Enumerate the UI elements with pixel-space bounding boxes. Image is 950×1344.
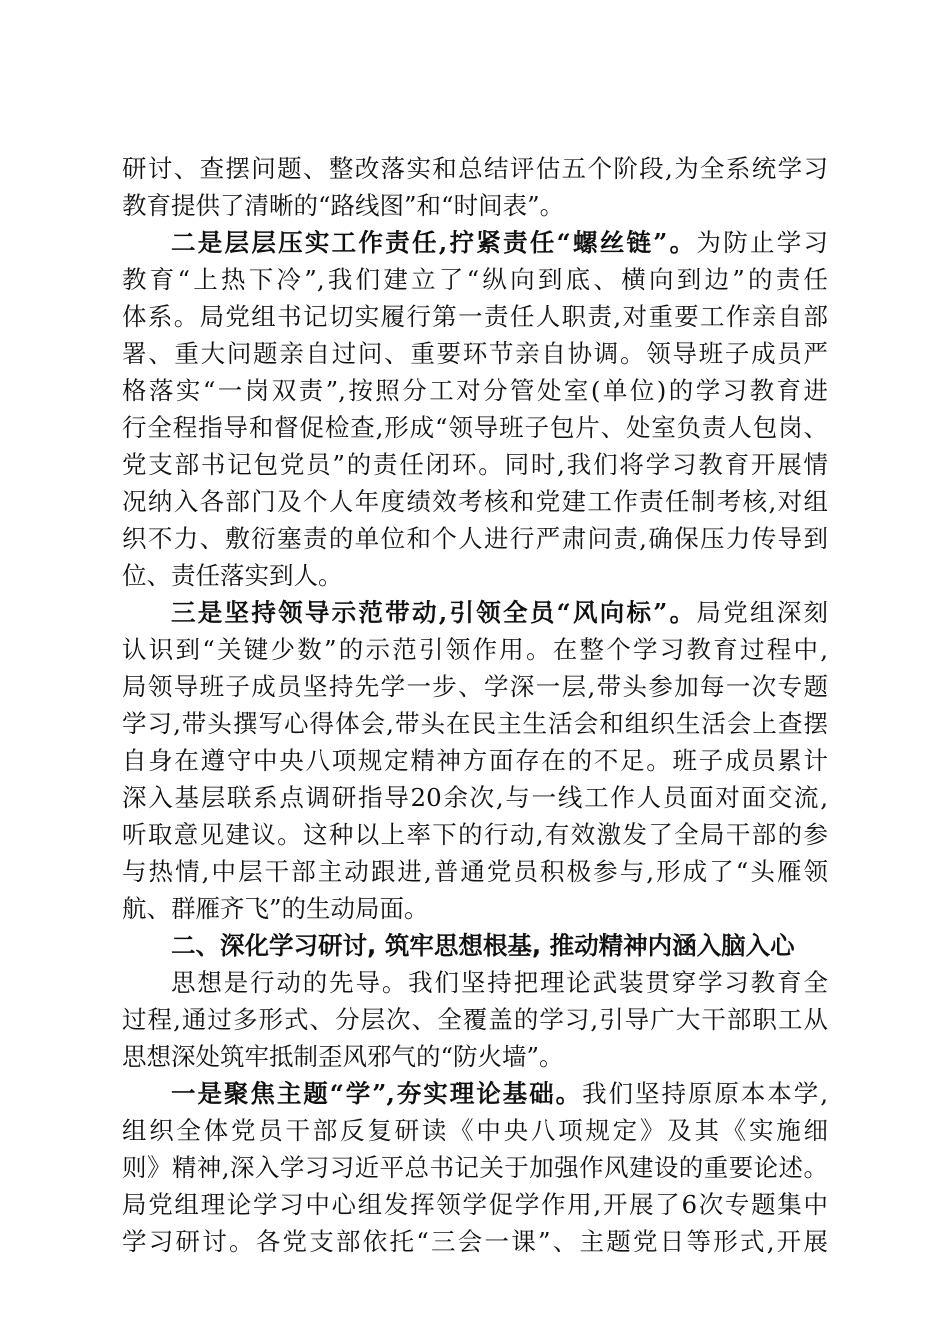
bold-lead: 三是坚持领导示范带动,引领全员“风向标”。: [171, 598, 697, 627]
text-line: 局党组理论学习中心组发挥领学促学作用,开展了6次专题集中: [122, 1190, 828, 1219]
text-line: 研讨、查摆问题、整改落实和总结评估五个阶段,为全系统学习: [122, 154, 828, 183]
bold-lead: 二是层层压实工作责任,拧紧责任“螺丝链”。: [171, 228, 697, 257]
section-heading: 二、深化学习研讨, 筑牢思想根基, 推动精神内涵入脑入心: [171, 931, 795, 960]
text-line-with-bold-lead: 一是聚焦主题“学”,夯实理论基础。我们坚持原原本本学,: [171, 1079, 828, 1108]
text-line: 行全程指导和督促检查,形成“领导班子包片、处室负责人包岗、: [122, 413, 828, 442]
text-line: 教育“上热下冷”,我们建立了“纵向到底、横向到边”的责任: [122, 265, 828, 294]
text-line: 组织全体党员干部反复研读《中央八项规定》及其《实施细: [122, 1116, 828, 1145]
text-line: 则》精神,深入学习习近平总书记关于加强作风建设的重要论述。: [122, 1153, 828, 1182]
text-line: 况纳入各部门及个人年度绩效考核和党建工作责任制考核,对组: [122, 487, 828, 516]
text-line: 过程,通过多形式、分层次、全覆盖的学习,引导广大干部职工从: [122, 1005, 828, 1034]
text-line: 深入基层联系点调研指导20余次,与一线工作人员面对面交流,: [122, 783, 828, 812]
text-line: 思想深处筑牢抵制歪风邪气的“防火墙”。: [122, 1042, 564, 1071]
text-line: 位、责任落实到人。: [122, 561, 343, 590]
text-line: 航、群雁齐飞”的生动局面。: [122, 894, 429, 923]
text-line: 格落实“一岗双责”,按照分工对分管处室(单位)的学习教育进: [122, 376, 828, 405]
text-line: 织不力、敷衍塞责的单位和个人进行严肃问责,确保压力传导到: [122, 524, 828, 553]
text-line: 教育提供了清晰的“路线图”和“时间表”。: [122, 191, 565, 220]
text-line: 自身在遵守中央八项规定精神方面存在的不足。班子成员累计: [122, 746, 828, 775]
text-line: 与热情,中层干部主动跟进,普通党员积极参与,形成了“头雁领: [122, 857, 828, 886]
text-line: 体系。局党组书记切实履行第一责任人职责,对重要工作亲自部: [122, 302, 828, 331]
text-line: 学习研讨。各党支部依托“三会一课”、主题党日等形式,开展: [122, 1227, 828, 1256]
text-line: 局领导班子成员坚持先学一步、学深一层,带头参加每一次专题: [122, 672, 828, 701]
text-line: 听取意见建议。这种以上率下的行动,有效激发了全局干部的参: [122, 820, 828, 849]
text-line-with-bold-lead: 二是层层压实工作责任,拧紧责任“螺丝链”。为防止学习: [171, 228, 828, 257]
bold-lead: 一是聚焦主题“学”,夯实理论基础。: [171, 1079, 583, 1108]
text-line: 署、重大问题亲自过问、重要环节亲自协调。领导班子成员严: [122, 339, 828, 368]
text-line: 认识到“关键少数”的示范引领作用。在整个学习教育过程中,: [122, 635, 828, 664]
text-line: 学习,带头撰写心得体会,带头在民主生活会和组织生活会上查摆: [122, 709, 828, 738]
text-line: 思想是行动的先导。我们坚持把理论武装贯穿学习教育全: [171, 968, 828, 997]
text-line: 党支部书记包党员”的责任闭环。同时,我们将学习教育开展情: [122, 450, 828, 479]
text-line-with-bold-lead: 三是坚持领导示范带动,引领全员“风向标”。局党组深刻: [171, 598, 828, 627]
